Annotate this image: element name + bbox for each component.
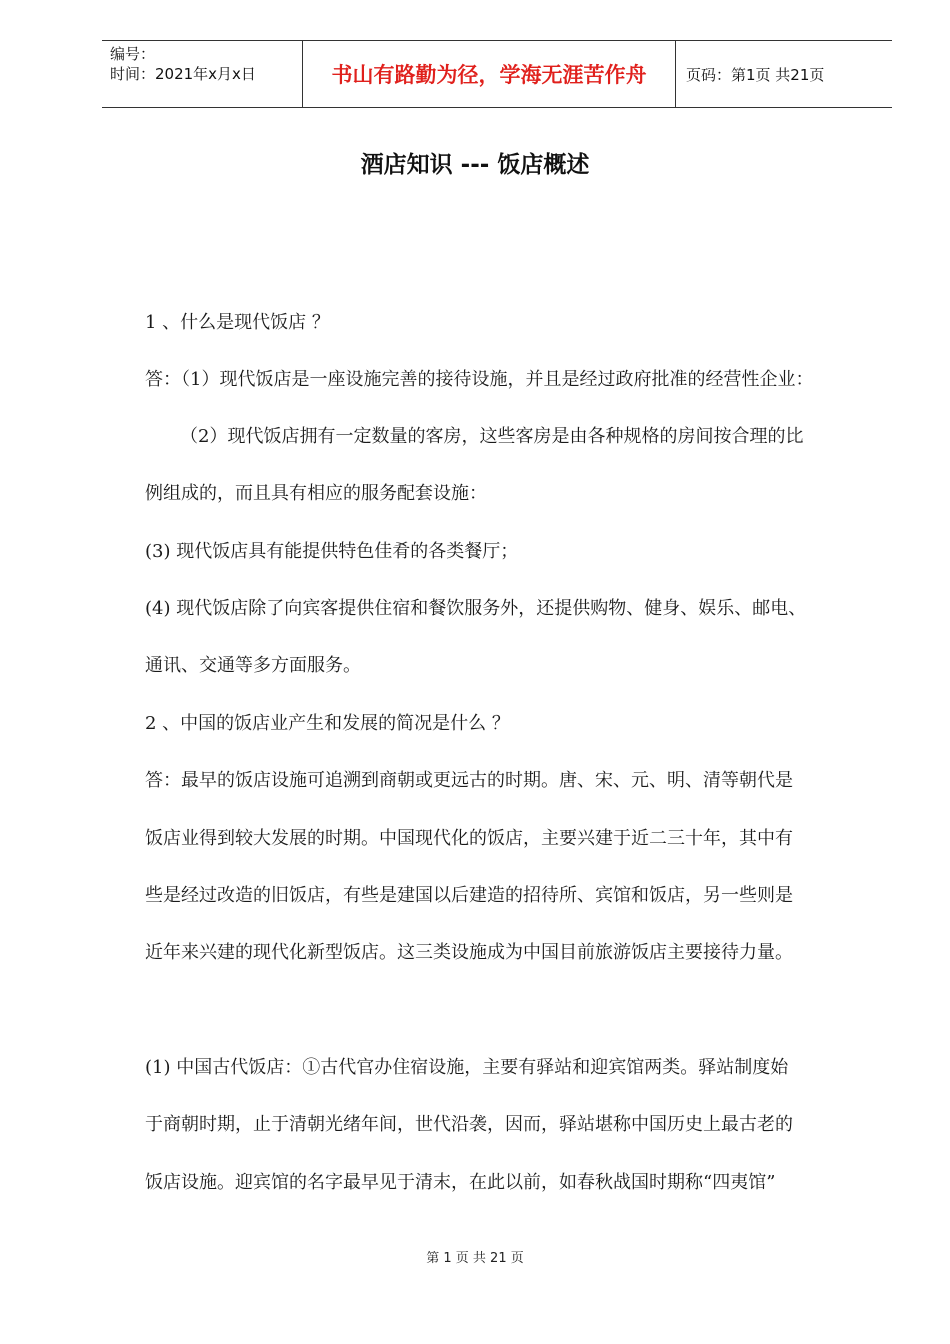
- body-line: 饭店业得到较大发展的时期。中国现代化的饭店，主要兴建于近二三十年，其中有: [145, 828, 793, 849]
- header-meta-cell: [102, 41, 303, 107]
- question-2: 2 、中国的饭店业产生和发展的简况是什么 ？: [145, 713, 510, 734]
- page-footer: 第 1 页 共 21 页: [426, 1251, 524, 1266]
- question-1: 1 、什么是现代饭店 ？: [145, 312, 330, 333]
- body-line: 些是经过改造的旧饭店，有些是建国以后建造的招待所、宾馆和饭店，另一些则是: [145, 885, 793, 906]
- body-line: (1) 中国古代饭店：①古代官办住宿设施，主要有驿站和迎宾馆两类。驿站制度始: [145, 1057, 789, 1078]
- body-line: 通讯、交通等多方面服务。: [145, 655, 361, 676]
- body-line: 答：最早的饭店设施可追溯到商朝或更远古的时期。唐、宋、元、明、清等朝代是: [145, 770, 793, 791]
- document-number-label: 编号：: [110, 45, 156, 63]
- body-line: 答：（1）现代饭店是一座设施完善的接待设施，并且是经过政府批准的经营性企业：: [145, 369, 814, 390]
- document-date: 时间：2021年x月x日: [110, 65, 256, 83]
- body-line: 近年来兴建的现代化新型饭店。这三类设施成为中国目前旅游饭店主要接待力量。: [145, 942, 793, 963]
- body-line: 例组成的，而且具有相应的服务配套设施：: [145, 483, 487, 504]
- header-page-info: 页码：第1页 共21页: [686, 65, 825, 84]
- body-line: (4) 现代饭店除了向宾客提供住宿和餐饮服务外，还提供购物、健身、娱乐、邮电、: [145, 598, 807, 619]
- header-motto-cell: [303, 41, 676, 107]
- body-line: 饭店设施。迎宾馆的名字最早见于清末，在此以前，如春秋战国时期称“四夷馆”: [145, 1172, 776, 1193]
- body-line: 于商朝时期，止于清朝光绪年间，世代沿袭，因而，驿站堪称中国历史上最古老的: [145, 1114, 793, 1135]
- body-line: (3) 现代饭店具有能提供特色佳肴的各类餐厅；: [145, 541, 519, 562]
- header-motto: 书山有路勤为径，学海无涯苦作舟: [331, 63, 647, 87]
- document-header: [102, 40, 892, 108]
- header-page-cell: [676, 41, 892, 107]
- body-line: （2）现代饭店拥有一定数量的客房，这些客房是由各种规格的房间按合理的比: [180, 426, 804, 447]
- document-title: 酒店知识 --- 饭店概述: [360, 152, 590, 178]
